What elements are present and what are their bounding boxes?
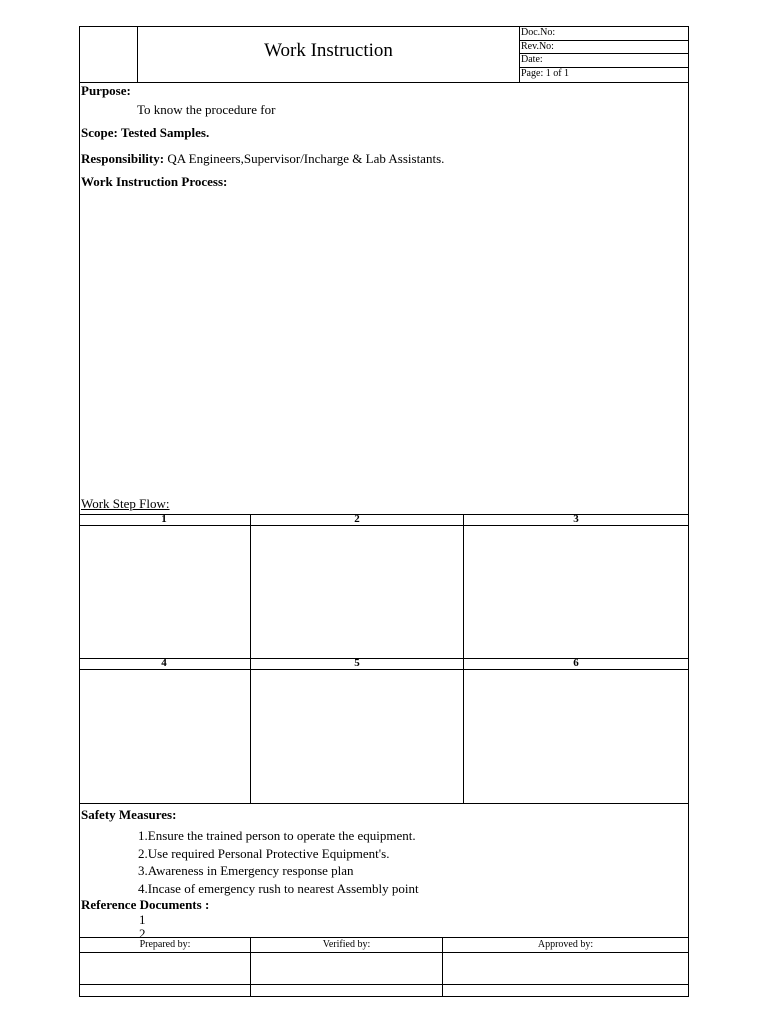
prepared-by-label: Prepared by: xyxy=(139,939,191,950)
verified-by-signature xyxy=(251,953,442,984)
step-number-6: 6 xyxy=(573,657,579,669)
safety-item: 3.Awareness in Emergency response plan xyxy=(138,863,354,878)
responsibility-label: Responsibility: xyxy=(81,151,165,166)
step-number-3: 3 xyxy=(573,513,579,525)
process-area xyxy=(80,192,688,492)
document-title: Work Instruction xyxy=(264,40,393,61)
rev-no-field: Rev.No: xyxy=(521,41,554,52)
responsibility-text: QA Engineers,Supervisor/Incharge & Lab Assistants. xyxy=(167,151,445,166)
purpose-text: To know the procedure for xyxy=(137,102,276,117)
step-box-6 xyxy=(464,670,688,803)
scope-label: Scope: Tested Samples. xyxy=(81,125,210,140)
verified-by-label: Verified by: xyxy=(322,939,371,950)
prepared-by-signature xyxy=(80,953,250,984)
step-box-2 xyxy=(251,526,463,658)
reference-label: Reference Documents : xyxy=(81,897,210,912)
reference-item: 2 xyxy=(139,926,146,937)
step-box-1 xyxy=(80,526,250,658)
doc-no-field: Doc.No: xyxy=(521,27,556,38)
step-box-3 xyxy=(464,526,688,658)
step-number-2: 2 xyxy=(354,513,360,525)
step-box-5 xyxy=(251,670,463,803)
safety-label: Safety Measures: xyxy=(81,807,177,822)
step-number-5: 5 xyxy=(354,657,360,669)
step-number-4: 4 xyxy=(161,657,167,669)
safety-item: 4.Incase of emergency rush to nearest Assembly point xyxy=(138,881,419,896)
approved-by-signature xyxy=(443,953,688,984)
safety-item: 1.Ensure the trained person to operate the equipment. xyxy=(138,828,416,843)
header-logo-cell xyxy=(80,27,137,82)
date-field: Date: xyxy=(521,54,543,65)
page-number-field: Page: 1 of 1 xyxy=(521,68,570,79)
step-number-1: 1 xyxy=(161,513,167,525)
reference-item: 1 xyxy=(139,912,146,927)
process-label: Work Instruction Process: xyxy=(81,174,228,189)
step-flow-label: Work Step Flow: xyxy=(81,496,170,511)
safety-item: 2.Use required Personal Protective Equipment's. xyxy=(138,846,390,861)
responsibility-line xyxy=(81,151,444,167)
purpose-label: Purpose: xyxy=(81,83,131,98)
approved-by-label: Approved by: xyxy=(537,939,594,950)
step-box-4 xyxy=(80,670,250,803)
